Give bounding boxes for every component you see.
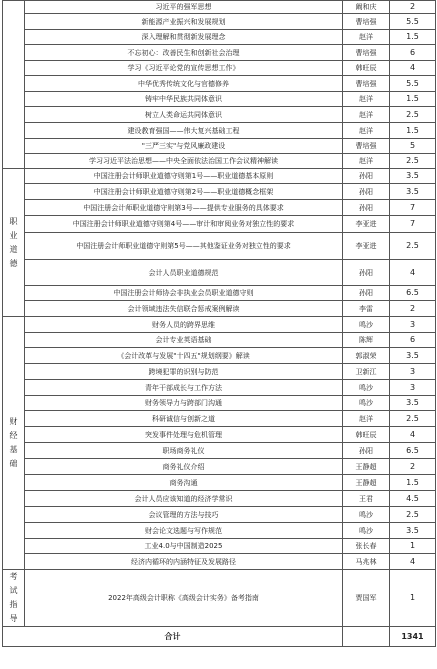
- course-credit: 1.5: [390, 123, 436, 139]
- course-author: 王静超: [343, 475, 390, 491]
- course-title: 职场商务礼仪: [25, 443, 343, 459]
- course-credit: 1.5: [390, 475, 436, 491]
- table-row: [3, 286, 436, 301]
- table-row: [3, 380, 436, 396]
- course-author: 曹培强: [343, 14, 390, 30]
- course-credit: 3.5: [390, 348, 436, 364]
- course-title: 中华优秀传统文化与官德修养: [25, 76, 343, 92]
- course-author: 郭淑荣: [343, 348, 390, 364]
- course-title: 财务领导力与跨部门沟通: [25, 396, 343, 411]
- course-title: 科研诚信与创新之道: [25, 411, 343, 427]
- table-row: [3, 333, 436, 348]
- course-credit: 2: [390, 301, 436, 317]
- course-author: 孙阳: [343, 200, 390, 216]
- course-title: 深入理解和贯彻新发展理念: [25, 30, 343, 45]
- total-author-blank: [343, 627, 390, 647]
- table-row: [3, 554, 436, 570]
- total-value: 1341: [390, 627, 436, 647]
- course-credit: 5.5: [390, 14, 436, 30]
- course-credit: 2.5: [390, 154, 436, 169]
- table-row: [3, 523, 436, 539]
- course-credit: 4.5: [390, 491, 436, 507]
- course-author: 孙阳: [343, 286, 390, 301]
- course-table-body: [3, 1, 436, 627]
- table-row: [3, 184, 436, 200]
- course-author: 孙阳: [343, 260, 390, 286]
- course-author: 赵洋: [343, 92, 390, 107]
- course-credit: 2: [390, 459, 436, 475]
- table-row: [3, 475, 436, 491]
- table-row: [3, 216, 436, 233]
- table-row: [3, 539, 436, 554]
- course-author: 王静超: [343, 459, 390, 475]
- table-row: [3, 411, 436, 427]
- course-author: 韩旺辰: [343, 61, 390, 76]
- course-credit: 1.5: [390, 92, 436, 107]
- total-row: [3, 627, 436, 647]
- course-title: 学习习近平法治思想——中央全面依法治国工作会议精神解读: [25, 154, 343, 169]
- course-title: 中国注册会计师职业道德守则第4号——审计和审阅业务对独立性的要求: [25, 216, 343, 233]
- course-author: 李亚进: [343, 233, 390, 260]
- course-title: 中国注册会计师职业道德守则第5号——其他鉴证业务对独立性的要求: [25, 233, 343, 260]
- course-credit: 6.5: [390, 286, 436, 301]
- course-title: 跨境犯罪的识别与防范: [25, 364, 343, 380]
- course-title: 中国注册会计师职业道德守则第1号——职业道德基本原则: [25, 169, 343, 184]
- course-author: 李亚进: [343, 216, 390, 233]
- course-credit: 2.5: [390, 233, 436, 260]
- course-author: 赵洋: [343, 30, 390, 45]
- course-author: 马兆林: [343, 554, 390, 570]
- table-row: [3, 61, 436, 76]
- course-title: 中国注册会计师协会非执业会员职业道德守则: [25, 286, 343, 301]
- course-author: 韩旺辰: [343, 427, 390, 443]
- course-title: 树立人类命运共同体意识: [25, 107, 343, 123]
- table-row: [3, 348, 436, 364]
- course-author: 阚和庆: [343, 1, 390, 14]
- course-credit: 2.5: [390, 507, 436, 523]
- course-author: 赵洋: [343, 411, 390, 427]
- course-title: 会议管理的方法与技巧: [25, 507, 343, 523]
- table-row: [3, 301, 436, 317]
- course-title: 会计人员职业道德规范: [25, 260, 343, 286]
- course-credit: 4: [390, 554, 436, 570]
- category-cell: [3, 1, 25, 169]
- course-credit: 3.5: [390, 523, 436, 539]
- course-author: 卫新江: [343, 364, 390, 380]
- table-row: [3, 92, 436, 107]
- course-credit: 2.5: [390, 107, 436, 123]
- course-title: 商务礼仪介绍: [25, 459, 343, 475]
- course-credit: 5.5: [390, 76, 436, 92]
- course-credit: 3: [390, 317, 436, 333]
- course-author: 孙阳: [343, 169, 390, 184]
- course-credit: 5: [390, 139, 436, 154]
- total-label: 合计: [3, 627, 343, 647]
- course-author: 赵洋: [343, 107, 390, 123]
- course-author: 李雷: [343, 301, 390, 317]
- course-title: 新能源产业振兴和发展规划: [25, 14, 343, 30]
- table-row: [3, 123, 436, 139]
- course-author: 贾国军: [343, 570, 390, 627]
- course-credit: 3.5: [390, 396, 436, 411]
- course-credit: 2: [390, 1, 436, 14]
- table-row: [3, 317, 436, 333]
- course-author: 曹培强: [343, 45, 390, 61]
- course-title: 《会计改革与发展"十四五"规划纲要》解读: [25, 348, 343, 364]
- course-credit: 3: [390, 364, 436, 380]
- table-row: [3, 443, 436, 459]
- course-credit: 6: [390, 333, 436, 348]
- course-author: 曹培强: [343, 139, 390, 154]
- course-author: 曹培强: [343, 76, 390, 92]
- course-credit: 3.5: [390, 169, 436, 184]
- course-title: 不忘初心：改善民生和创新社会治理: [25, 45, 343, 61]
- category-cell: 财 经 基 础: [3, 317, 25, 570]
- course-title: 学习《习近平论党的宣传思想工作》: [25, 61, 343, 76]
- course-title: 经济内循环的内涵特征及发展路径: [25, 554, 343, 570]
- course-credit: 3: [390, 380, 436, 396]
- course-credit: 4: [390, 427, 436, 443]
- course-title: 突发事件处理与危机管理: [25, 427, 343, 443]
- course-author: 鸣沙: [343, 523, 390, 539]
- course-author: 赵洋: [343, 123, 390, 139]
- table-row: [3, 364, 436, 380]
- course-author: 王君: [343, 491, 390, 507]
- category-cell: 职 业 道 德: [3, 169, 25, 317]
- table-row: [3, 507, 436, 523]
- table-row: [3, 169, 436, 184]
- course-title: "三严三实"与党风廉政建设: [25, 139, 343, 154]
- course-credit: 4: [390, 61, 436, 76]
- course-author: 孙阳: [343, 443, 390, 459]
- course-title: 青年干部成长与工作方法: [25, 380, 343, 396]
- table-row: [3, 14, 436, 30]
- table-row: [3, 30, 436, 45]
- table-row: [3, 396, 436, 411]
- table-row: [3, 45, 436, 61]
- course-title: 财会论文选题与写作规范: [25, 523, 343, 539]
- table-row: [3, 1, 436, 14]
- course-title: 中国注册会计师职业道德守则第2号——职业道德概念框架: [25, 184, 343, 200]
- course-author: 鸣沙: [343, 380, 390, 396]
- table-row: [3, 233, 436, 260]
- course-title: 建设教育强国——伟大复兴基础工程: [25, 123, 343, 139]
- course-credit: 7: [390, 216, 436, 233]
- course-author: 赵洋: [343, 154, 390, 169]
- table-row: [3, 570, 436, 627]
- table-row: [3, 260, 436, 286]
- course-author: 鸣沙: [343, 396, 390, 411]
- course-credit: 1.5: [390, 30, 436, 45]
- table-row: [3, 107, 436, 123]
- table-row: [3, 139, 436, 154]
- course-author: 孙阳: [343, 184, 390, 200]
- course-table: [2, 0, 436, 647]
- course-title: 2022年高级会计职称《高级会计实务》备考指南: [25, 570, 343, 627]
- table-row: [3, 76, 436, 92]
- course-credit: 6: [390, 45, 436, 61]
- course-title: 习近平的强军思想: [25, 1, 343, 14]
- table-row: [3, 154, 436, 169]
- course-title: 会计领域违法失信联合惩戒案例解读: [25, 301, 343, 317]
- category-cell: 考 试 指 导: [3, 570, 25, 627]
- table-row: [3, 459, 436, 475]
- course-title: 工业4.0与中国制造2025: [25, 539, 343, 554]
- course-credit: 3.5: [390, 184, 436, 200]
- course-author: 张长春: [343, 539, 390, 554]
- table-row: [3, 491, 436, 507]
- course-credit: 6.5: [390, 443, 436, 459]
- course-credit: 1: [390, 539, 436, 554]
- course-credit: 4: [390, 260, 436, 286]
- course-title: 会计人员应该知道的经济学常识: [25, 491, 343, 507]
- course-title: 会计专业英语基础: [25, 333, 343, 348]
- table-row: [3, 427, 436, 443]
- course-title: 商务沟通: [25, 475, 343, 491]
- course-author: 陈辉: [343, 333, 390, 348]
- course-credit: 7: [390, 200, 436, 216]
- course-title: 中国注册会计师职业道德守则第3号——提供专业服务的具体要求: [25, 200, 343, 216]
- course-credit: 1: [390, 570, 436, 627]
- course-author: 鸣沙: [343, 507, 390, 523]
- table-row: [3, 200, 436, 216]
- course-title: 铸牢中华民族共同体意识: [25, 92, 343, 107]
- course-credit: 2.5: [390, 411, 436, 427]
- course-title: 财务人员的跨界思维: [25, 317, 343, 333]
- course-author: 鸣沙: [343, 317, 390, 333]
